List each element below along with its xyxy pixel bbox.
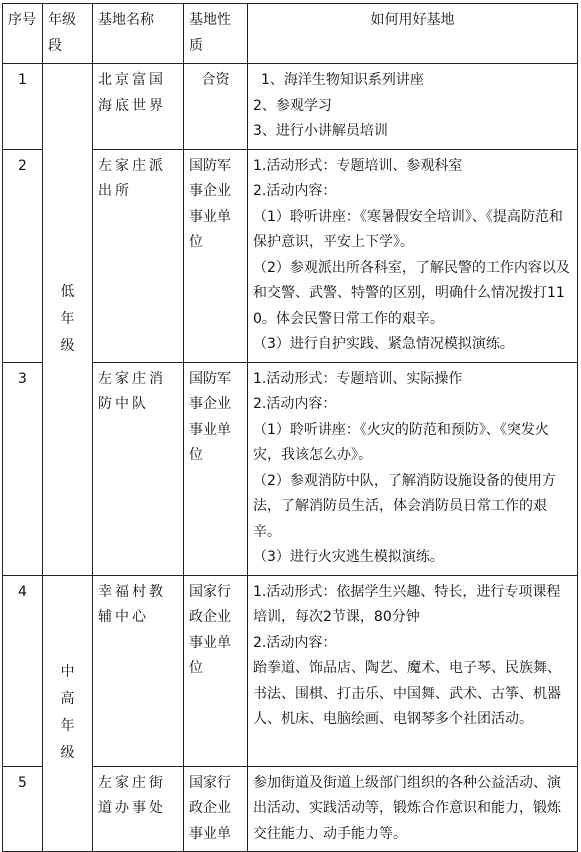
usage-line: （3）进行自护实践、紧急情况模拟演练。 [253,336,514,352]
usage-line: （3）进行火灾逃生模拟演练。 [253,549,444,565]
header-name: 基地名称 [93,4,184,64]
row-name: 幸福村教辅中心 [93,575,184,766]
usage-line: 3、进行小讲解员培训 [253,123,388,139]
row-no: 5 [3,766,43,852]
row-usage [248,766,578,852]
row-usage [248,575,578,766]
header-usage: 如何用好基地 [248,4,578,64]
row-usage [248,362,578,575]
row-name: 左家庄街道办事处 [93,766,184,852]
usage-line: （1）聆听讲座：《寒暑假安全培训》、《提高防范和保护意识，平安上下学》。 [253,208,563,250]
row-name: 北京富国海底世界 [93,64,184,150]
row-nature: 国防军事企业事业单位 [184,362,248,575]
usage-line: 2.活动内容： [253,634,337,651]
row-no: 2 [3,149,43,362]
usage-line: 1.活动形式：专题培训、参观科室 [253,157,463,174]
table-row [3,64,578,150]
usage-line: 1.活动形式：专题培训、实际操作 [253,370,463,387]
row-name: 左家庄派出所 [93,149,184,362]
usage-line: 跆拳道、饰品店、陶艺、魔术、电子琴、民族舞、书法、围棋、打击乐、中国舞、武术、古筝、机器人、机床、电脑绘画、电钢琴多个社团活动。 [253,660,561,727]
usage-line: （1）聆听讲座：《火灾的防范和预防》、《突发火灾，我该怎么办》。 [253,421,549,463]
usage-line: 1、海洋生物知识系列讲座 [261,72,424,88]
grade-low [43,64,93,576]
grade-mid-high [43,575,93,852]
row-no: 1 [3,64,43,150]
row-nature: 国家行政企业事业单 [184,766,248,852]
row-nature: 合资 [184,64,248,150]
row-nature: 国防军事企业事业单位 [184,149,248,362]
row-nature: 国家行政企业事业单位 [184,575,248,766]
row-name: 左家庄消防中队 [93,362,184,575]
row-usage [248,64,578,150]
usage-line: 1.活动形式：依据学生兴趣、特长，进行专项课程培训，每次2节课，80分钟 [253,583,561,625]
header-grade: 年级段 [43,4,93,64]
usage-line: 2、参观学习 [253,97,332,114]
header-nature: 基地性质 [184,4,248,64]
row-no: 3 [3,362,43,575]
table-row [3,575,578,766]
usage-line: 参加街道及街道上级部门组织的各种公益活动、演出活动、实践活动等，锻炼合作意识和能力，锻炼交往能力、动手能力等。 [253,774,561,842]
usage-line: 2.活动内容： [253,396,337,412]
usage-line: 2.活动内容： [253,183,337,199]
grade-label: 中高年级 [60,664,75,762]
header-row [3,4,578,64]
grade-label: 低年级 [60,283,75,354]
base-table [2,3,578,852]
row-usage [248,149,578,362]
row-no: 4 [3,575,43,766]
usage-line: （2）参观派出所各科室，了解民警的工作内容以及和交警、武警、特警的区别，明确什么情况拨打110。体会民警日常工作的艰辛。 [253,259,570,327]
usage-line: （2）参观消防中队，了解消防设施设备的使用方法，了解消防员生活，体会消防员日常工作的艰辛。 [253,472,556,540]
header-no: 序号 [3,4,43,64]
